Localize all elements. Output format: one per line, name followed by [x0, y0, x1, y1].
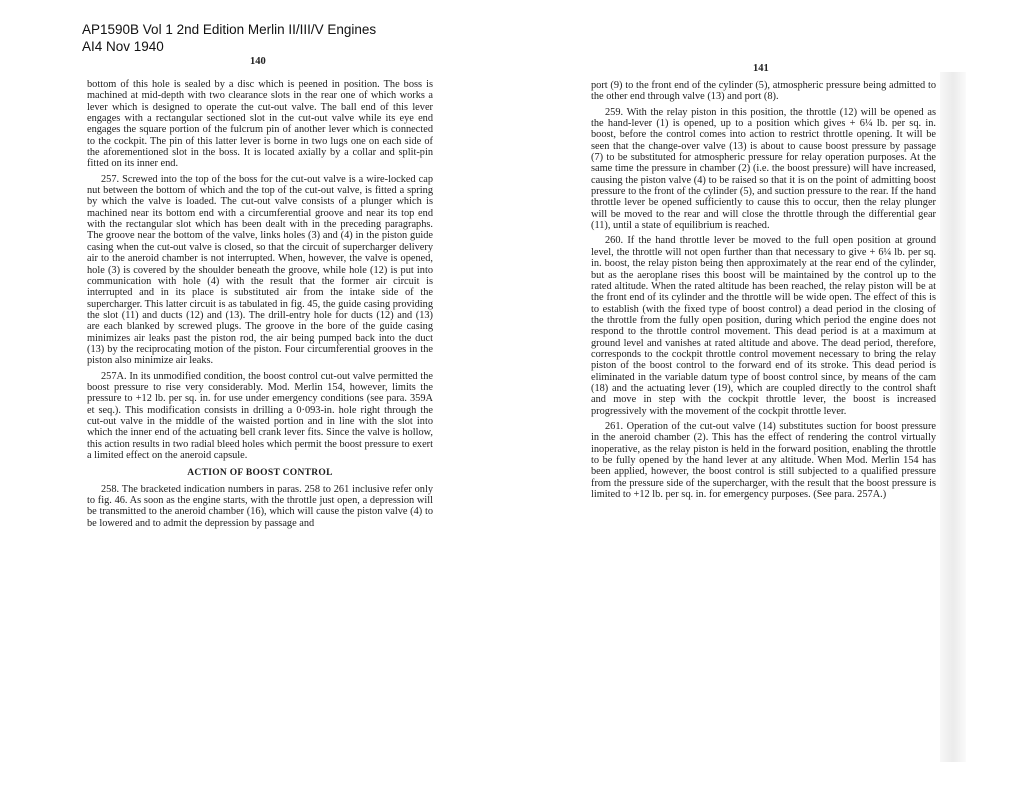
- left-page-column: [87, 79, 433, 529]
- page-edge-shadow: [940, 72, 966, 762]
- right-page-column: [591, 80, 936, 500]
- paragraph-continued: bottom of this hole is sealed by a disc which is peened in position. The boss is machined at mid-depth with two clearance slots in the rear one of which works a lever which is designed to operate the cut-out valve. The ball end of this lever engages with a rectangular sectioned slot in the cut-out valve while its eye end engages the square portion of the fulcrum pin of another lever which is connected to the cockpit. The pin of this latter lever is borne in two lugs one on each side of the aforementioned slot in the boss. It is located axially by a collar and split-pin fitted on its inner end.: [87, 79, 433, 170]
- paragraph-257a: 257A. In its unmodified condition, the boost control cut-out valve permitted the boost pressure to rise very considerably. Mod. Merlin 154, however, limits the pressure to +12 lb. per sq. in. for use under emergency conditions (see para. 359A et seq.). This modification consists in drilling a 0·093-in. hole right through the cut-out valve in the middle of the waisted portion and in line with the slot into which the inner end of the actuating bell crank lever fits. Since the valve is hollow, this action results in two radial bleed holes which permit the boost pressure to exert a limited effect on the aneroid capsule.: [87, 370, 433, 461]
- left-page-number: 140: [250, 56, 266, 67]
- paragraph-259: 259. With the relay piston in this position, the throttle (12) will be opened as the hand-lever (1) is opened, up to a position which gives + 6¼ lb. per sq. in. boost, before the control comes into action to restrict throttle opening. It will be seen that the change-over valve (13) is about to cause boost pressure by passage (7) to be substituted for atmospheric pressure for relay operation purposes. At the same time the pressure in chamber (2) (i.e. the boost pressure) will have increased, causing the piston valve (4) to be raised so that it is on the point of admitting boost pressure to the front of the cylinder (5), and suction pressure to the rear. If the hand throttle lever be opened sufficiently to cause this to occur, then the relay plunger will be moved to the rear and will close the throttle through the differential gear (11), until a state of equilibrium is reached.: [591, 106, 936, 232]
- document-title: AP1590B Vol 1 2nd Edition Merlin II/III/V Engines: [82, 22, 377, 37]
- paragraph-260: 260. If the hand throttle lever be moved to the full open position at ground level, the throttle will not open further than that necessary to give + 6¼ lb. per sq. in. boost, the relay piston being then approximately at the rear end of the cylinder, but as the aeroplane rises this boost will be maintained by the control up to the rated altitude. When the rated altitude has been reached, the relay piston will be at the front end of its cylinder and the throttle will be wide open. The effect of this is to establish (with the fixed type of boost control) a dead period in the closing of the throttle from the fully open position, during which period the engine does not respond to the throttle control movement. This dead period is at a maximum at ground level and vanishes at rated altitude and above. The dead period, therefore, corresponds to the cockpit throttle control movement necessary to bring the relay piston of the boost control to the forward end of its stroke. This dead period is eliminated in the variable datum type of boost control since, by means of the cam (18) and the actuating lever (19), which are coupled directly to the control shaft and move in step with the cockpit throttle lever, the boost is increased progressively with the movement of the cockpit throttle lever.: [591, 235, 936, 417]
- paragraph-258: 258. The bracketed indication numbers in paras. 258 to 261 inclusive refer only to fig. 46. As soon as the engine starts, with the throttle just open, a depression will be transmitted to the aneroid chamber (16), which will cause the piston valve (4) to be lowered and to admit the depression by passage and: [87, 483, 433, 529]
- paragraph-261: 261. Operation of the cut-out valve (14) substitutes suction for boost pressure in the aneroid chamber (2). This has the effect of rendering the control virtually inoperative, as the relay piston is held in the forward position, enabling the throttle to be fully opened by the hand lever at any altitude. When Mod. Merlin 154 has been applied, however, the boost control is still subjected to a qualified pressure from the pressure side of the supercharger, with the result that the boost pressure is limited to +12 lb. per sq. in. for emergency purposes. (See para. 257A.): [591, 420, 936, 501]
- section-heading: ACTION OF BOOST CONTROL: [187, 468, 333, 479]
- right-page-number: 141: [753, 63, 769, 74]
- paragraph-257: 257. Screwed into the top of the boss for the cut-out valve is a wire-locked cap nut between the bottom of which and the top of the cut-out valve, is fitted a spring by which the valve is loaded. The cut-out valve consists of a plunger which is machined near its bottom end with a circumferential groove and near its top end with the rectangular slot which has been dealt with in the preceding paragraphs. The groove near the bottom of the valve, links holes (3) and (4) in the piston guide casing when the cut-out valve is closed, so that the circuit of supercharger delivery air to the aneroid chamber is not interrupted. When, however, the valve is opened, hole (3) is covered by the shoulder beneath the groove, while hole (12) is put into communication with hole (4) with the result that the former air circuit is interrupted and in its place is substituted air from the intake side of the supercharger. This latter circuit is as tabulated in fig. 45, the guide casing providing the slot (11) and ducts (12) and (13). The drill-entry hole for ducts (12) and (13) are each blanked by screwed plugs. The groove in the bore of the guide casing minimizes air leaks past the piston rod, the air being pumped back into the duct (13) by the reciprocating motion of the piston. Four circumferential grooves in the piston also minimize air leaks.: [87, 173, 433, 367]
- paragraph-258-continued: port (9) to the front end of the cylinder (5), atmospheric pressure being admitted to the other end through valve (13) and port (8).: [591, 80, 936, 103]
- amendment-date: AI4 Nov 1940: [82, 39, 164, 54]
- document-header: [82, 21, 376, 55]
